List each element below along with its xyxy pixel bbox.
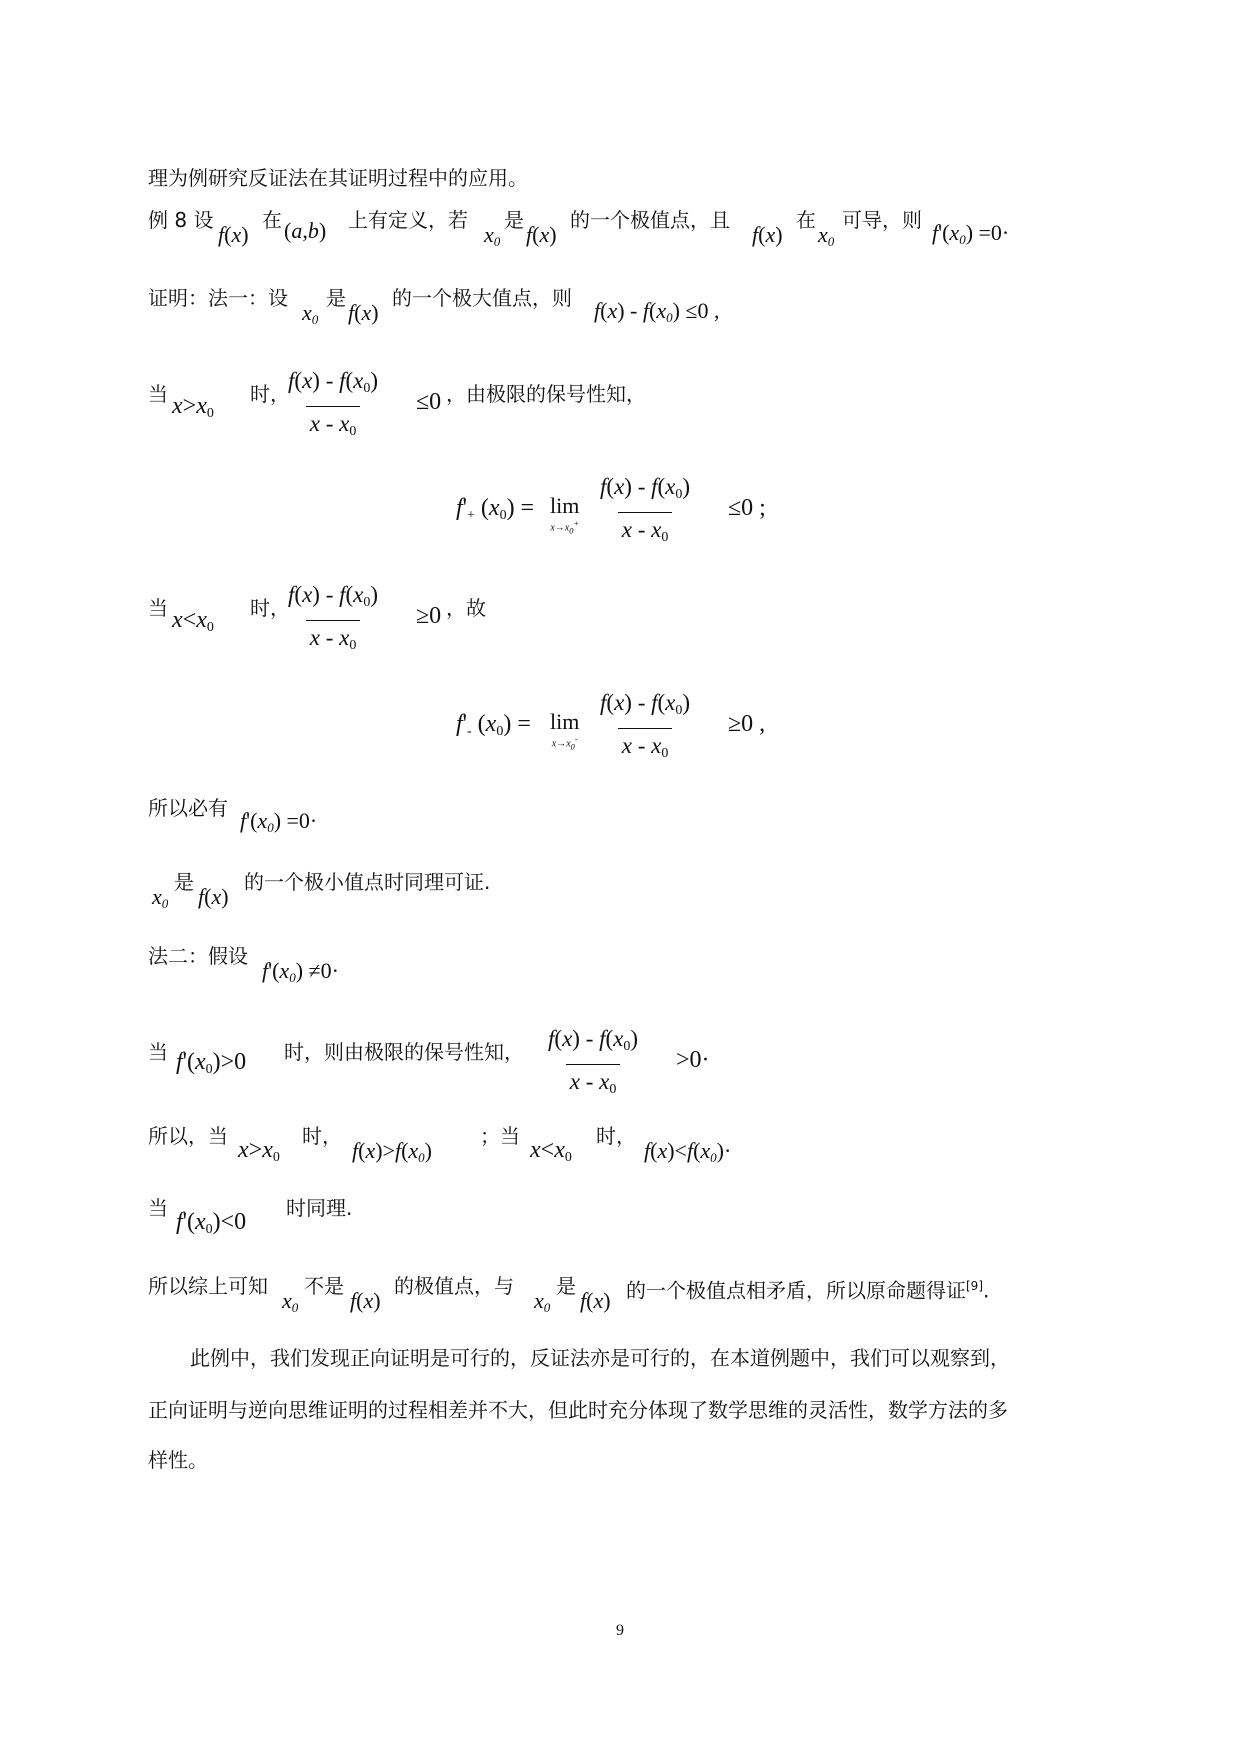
paragraph-line-2: 正向证明与逆向思维证明的过程相差并不大，但此时充分体现了数学思维的灵活性，数学方法的多 — [148, 1398, 1008, 1422]
text-contradiction: 的一个极值点相矛盾，所以原命题得证 — [626, 1278, 966, 1303]
text-is: 是 — [556, 1274, 576, 1298]
text-defined: 上有定义，若 — [348, 208, 468, 232]
math-le-zero: ≤0 ; — [728, 495, 766, 521]
text-similarly: 时同理. — [286, 1196, 353, 1220]
difference-quotient: $\frac{f(x) - f(x_0)}{x - x_0}$ — [544, 1026, 642, 1103]
math-fx: f(x) — [198, 884, 229, 909]
math-x0: $x_0$ — [818, 222, 835, 249]
math-x-gt-x0: $x>x_0$ — [172, 393, 214, 421]
lim-word: lim — [550, 709, 580, 734]
math-x0: $x_0$ — [484, 222, 501, 249]
text-is: 是 — [326, 286, 346, 310]
math-x0: $x_0$ — [302, 300, 319, 327]
text-when: 当 — [148, 1196, 168, 1220]
text-time: 时， — [250, 596, 290, 620]
text-when: ；当 — [480, 1124, 520, 1148]
math-fx: f(x) — [580, 1288, 611, 1313]
math-ge-zero: ≥0 , — [728, 711, 766, 737]
text-time: 时， — [250, 382, 290, 406]
text-method2: 法二：假设 — [148, 944, 248, 968]
math-fx-gt-fx0: $f(x)>f(x_0)$ — [352, 1138, 432, 1165]
text-minimum-similar: 的一个极小值点时同理可证. — [244, 870, 491, 894]
text-sign-preserving: ，由极限的保号性知， — [446, 382, 646, 406]
text-line-1: 理为例研究反证法在其证明过程中的应用。 — [148, 166, 528, 190]
math-fx: f(x) — [348, 300, 379, 325]
text-is: 是 — [174, 870, 194, 894]
math-fx-lt-fx0: $f(x)<f(x_0)\cdot$ — [644, 1138, 732, 1165]
math-derivative-positive: $f'(x_0)>0$ — [176, 1049, 247, 1077]
text-sign-preserving: 时，则由极限的保号性知， — [284, 1040, 524, 1064]
text-in: 在 — [796, 208, 816, 232]
math-fx: f(x) — [218, 222, 249, 247]
math-fx: f(x) — [752, 222, 783, 247]
text-is-not: 不是 — [304, 1274, 344, 1298]
math-x0: $x_0$ — [282, 1288, 299, 1315]
text-therefore: ，故 — [446, 596, 486, 620]
text-when: 当 — [148, 596, 168, 620]
lim-word: lim — [550, 493, 580, 518]
math-fx: f(x) — [526, 222, 557, 247]
text-when: 当 — [148, 382, 168, 406]
math-ge-zero: ≥0 — [416, 603, 442, 629]
math-x-lt-x0: $x<x_0$ — [530, 1137, 572, 1165]
math-derivative-negative: $f'(x_0)<0$ — [176, 1209, 247, 1237]
math-left-derivative: $f'_-$ $(x_0)$ = — [456, 711, 531, 739]
difference-quotient: $\frac{f(x) - f(x_0)}{x - x_0}$ — [596, 474, 694, 551]
text-time: 时， — [302, 1124, 342, 1148]
text-so-when: 所以，当 — [148, 1124, 228, 1148]
difference-quotient: $\frac{f(x) - f(x_0)}{x - x_0}$ — [284, 368, 382, 445]
math-x-gt-x0: $x>x_0$ — [238, 1137, 280, 1165]
paragraph-line-3: 样性。 — [148, 1448, 208, 1472]
math-gt-zero: >0· — [676, 1047, 710, 1073]
limit-operator: lim $x\to x_0^+$ — [550, 493, 580, 536]
math-le-zero: ≤0 — [416, 389, 442, 415]
text-must-have: 所以必有 — [148, 796, 228, 820]
text-extremum: 的一个极值点，且 — [570, 208, 730, 232]
text-when: 当 — [148, 1040, 168, 1064]
example-label: 例 8 设 — [148, 208, 214, 232]
citation-ref: [9] — [966, 1279, 983, 1293]
text-proof-method1: 证明：法一：设 — [148, 286, 288, 310]
math-derivative-zero: $f'(x_0) =0\cdot$ — [932, 220, 1010, 247]
text-maximum: 的一个极大值点，则 — [392, 286, 572, 310]
paragraph-line-1: 此例中，我们发现正向证明是可行的，反证法亦是可行的，在本道例题中，我们可以观察到， — [190, 1346, 1010, 1370]
math-derivative-nonzero: $f'(x_0) \ne 0\cdot$ — [262, 958, 339, 985]
math-x0: $x_0$ — [534, 1288, 551, 1315]
difference-quotient: $\frac{f(x) - f(x_0)}{x - x_0}$ — [596, 690, 694, 767]
math-derivative-zero: $f'(x_0) =0\cdot$ — [240, 808, 318, 835]
page-number: 9 — [616, 1622, 624, 1639]
math-max-inequality: $f(x) - f(x_0) \le 0$ , — [594, 298, 720, 325]
text-is: 是 — [504, 208, 524, 232]
math-fx: f(x) — [350, 1288, 381, 1313]
math-interval: (a,b) — [284, 218, 327, 243]
math-x-lt-x0: $x<x_0$ — [172, 607, 214, 635]
math-right-derivative: $f'_+$ $(x_0)$ = — [456, 495, 535, 523]
limit-operator: lim $x\to x_0^-$ — [550, 709, 580, 752]
text-time: 时， — [596, 1124, 636, 1148]
text-contradiction-line — [626, 1274, 989, 1303]
text-period: . — [983, 1278, 990, 1303]
math-x0: $x_0$ — [152, 884, 169, 911]
difference-quotient: $\frac{f(x) - f(x_0)}{x - x_0}$ — [284, 582, 382, 659]
text-differentiable: 可导，则 — [842, 208, 922, 232]
text-extremum-with: 的极值点，与 — [394, 1274, 514, 1298]
text-in-summary: 所以综上可知 — [148, 1274, 268, 1298]
text-in: 在 — [262, 208, 282, 232]
